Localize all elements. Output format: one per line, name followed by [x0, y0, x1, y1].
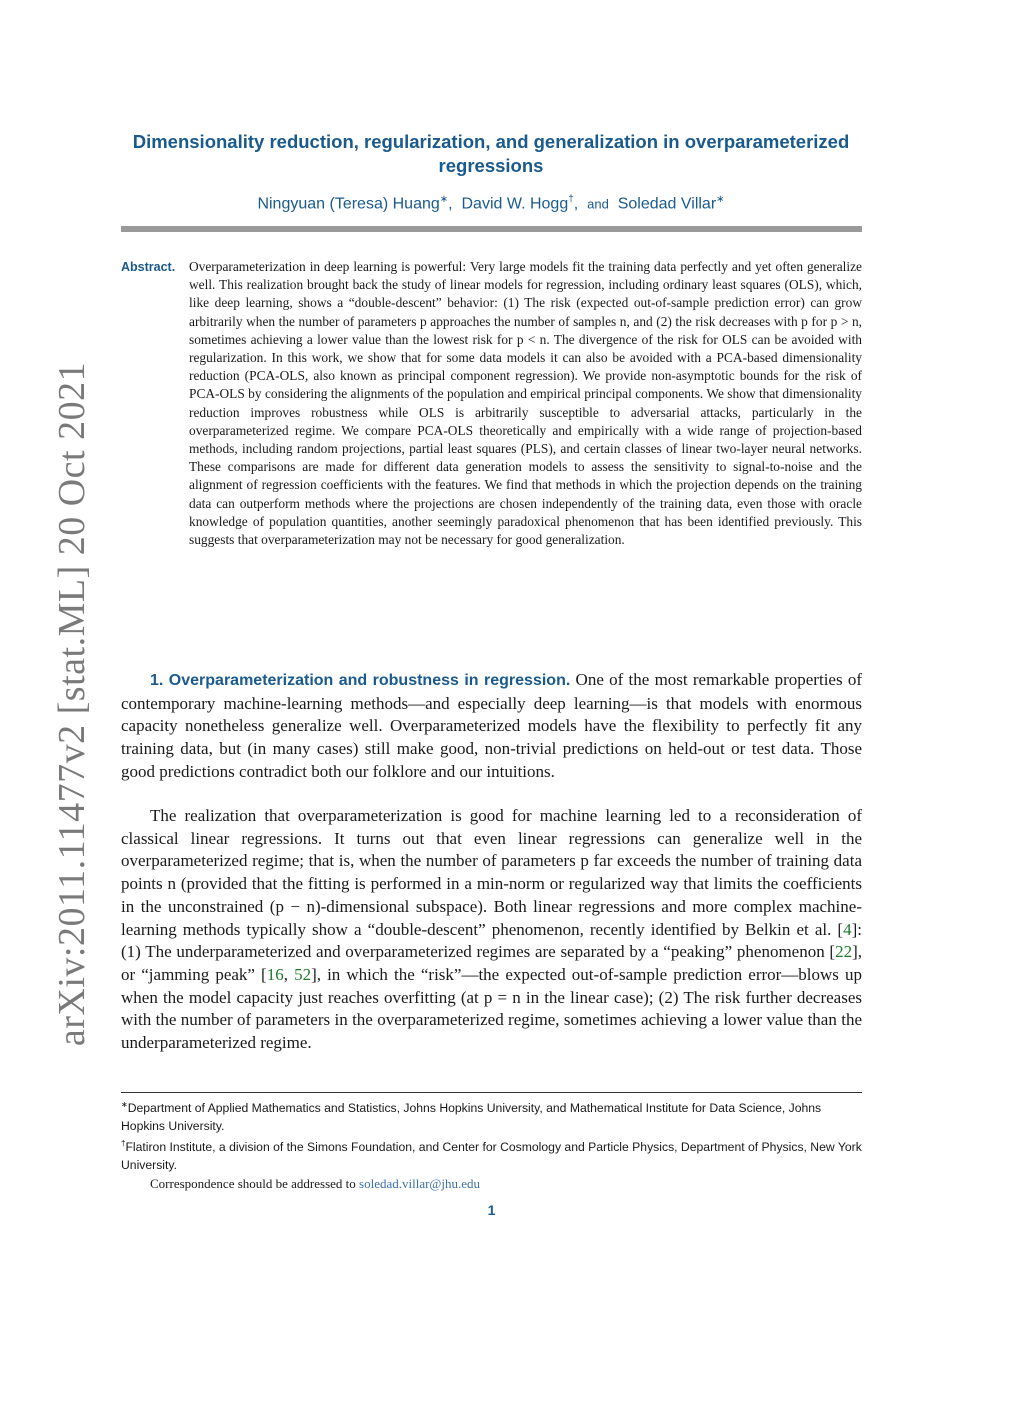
footnotes: [121, 1096, 862, 1192]
page-number: 1: [487, 1202, 496, 1218]
paragraph-text: One of the most remarkable properties of contemporary machine-learning methods—and especially deep learning—is that models with enormous capacity nonetheless generalize well. Overparameterized models have the flexibility to perfectly fit any training data, but (in many cases) still make good, non-trivial predictions on held-out or test data. Those good predictions contradict both our folklore and our intuitions.: [121, 670, 862, 781]
paper-title: Dimensionality reduction, regularization, and generalization in overparameterized regressions: [132, 131, 850, 176]
paragraph-text: The realization that overparameterization is good for machine learning led to a reconsideration of classical linear regressions. It turns out that even linear regressions can generalize well in the overparameterized regime; that is, when the number of parameters p far exceeds the number of training data points n (provided that the fitting is performed in a min-norm or regularized way that limits the coefficients in the unconstrained (p − n)-dimensional subspace). Both linear regressions and more complex machine-learning methods typically show a “double-descent” phenomenon, recently identified by Belkin et al. [: [121, 806, 862, 939]
email-link[interactable]: soledad.villar@jhu.edu: [359, 1175, 481, 1191]
paragraph-text: ], or “jamming peak” [: [121, 942, 862, 984]
abstract-text: Overparameterization in deep learning is powerful: Very large models fit the training data perfectly and yet often generalize well. This realization brought back the study of linear models for regression, including ordinary least squares (OLS), which, like deep learning, shows a “double-descent” behavior: (1) The risk (expected out-of-sample prediction error) can grow arbitrarily when the number of parameters p approaches the number of samples n, and (2) the risk decreases with p for p > n, sometimes achieving a lower value than the lowest risk for p < n. The divergence of the risk for OLS can be avoided with regularization. In this work, we show that for some data models it can also be avoided with a PCA-based dimensionality reduction (PCA-OLS, also known as principal component regression). We provide non-asymptotic bounds for the risk of PCA-OLS by considering the alignments of the population and empirical principal components. We show that dimensionality reduction improves robustness while OLS is arbitrarily susceptible to adversarial attacks, particularly in the overparameterized regime. We compare PCA-OLS theoretically and empirically with a wide range of projection-based methods, including random projections, partial least squares (PLS), and certain classes of linear two-layer neural networks. These comparisons are made for different data generation models to assess the sensitivity to signal-to-noise and the alignment of regression coefficients with the features. We find that methods in which the projection depends on the training data can outperform methods where the projections are chosen independently of the training data, even those with oracle knowledge of population quantities, another seemingly paradoxical phenomenon that has been identified previously. This suggests that overparameterization may not be necessary for good generalization.: [189, 259, 862, 548]
footnote-2: [121, 1135, 862, 1174]
section-1-paragraph-1: [121, 669, 862, 784]
footnote-mark: ∗: [121, 1100, 128, 1109]
title-rule: [121, 226, 862, 232]
author-line: Ningyuan (Teresa) Huang∗, David W. Hogg†, and Soledad Villar∗: [257, 194, 725, 213]
citation-link[interactable]: 22: [835, 942, 853, 962]
citation-link[interactable]: 4: [843, 919, 852, 939]
affiliation-mark: ∗: [439, 194, 449, 205]
footnote-text: Flatiron Institute, a division of the Simons Foundation, and Center for Cosmology and Particle Physics, Department of Physics, New York University.: [121, 1140, 862, 1172]
author-conjunction: and: [587, 196, 609, 212]
author-name: Soledad Villar: [617, 195, 717, 213]
paragraph-text: ], in which the “risk”—the expected out-of-sample prediction error—blows up when the model capacity just reaches overfitting (at p = n in the linear case); (2) The risk further decreases with the number of parameters in the overparameterized regime, sometimes achieving a lower value than the underparameterized regime.: [121, 964, 863, 1053]
arxiv-stamp: arXiv:2011.11477v2 [stat.ML] 20 Oct 2021: [51, 361, 93, 1047]
author-name: Ningyuan (Teresa) Huang: [257, 195, 440, 213]
affiliation-mark: †: [568, 194, 574, 205]
author-name: David W. Hogg: [461, 195, 569, 213]
abstract-label: Abstract.: [121, 260, 176, 274]
section-1-paragraph-2: [121, 805, 862, 1055]
citation-link[interactable]: 52: [294, 964, 312, 984]
correspondence-text: Correspondence should be addressed to: [150, 1175, 360, 1191]
footnote-mark: †: [121, 1139, 126, 1149]
citation-separator: ,: [283, 964, 295, 984]
footnote-text: Department of Applied Mathematics and Statistics, Johns Hopkins University, and Mathematical Institute for Data Science, Johns Hopkins University.: [121, 1101, 822, 1133]
affiliation-mark: ∗: [716, 194, 725, 205]
correspondence-note: [121, 1175, 862, 1193]
footnote-1: [121, 1096, 862, 1135]
footnote-rule: [121, 1092, 862, 1093]
section-heading: 1. Overparameterization and robustness in regression.: [150, 672, 571, 689]
citation-link[interactable]: 16: [266, 964, 284, 984]
paragraph-text: ]: (1) The underparameterized and overparameterized regimes are separated by a “peaking” phenomenon [: [121, 919, 862, 962]
